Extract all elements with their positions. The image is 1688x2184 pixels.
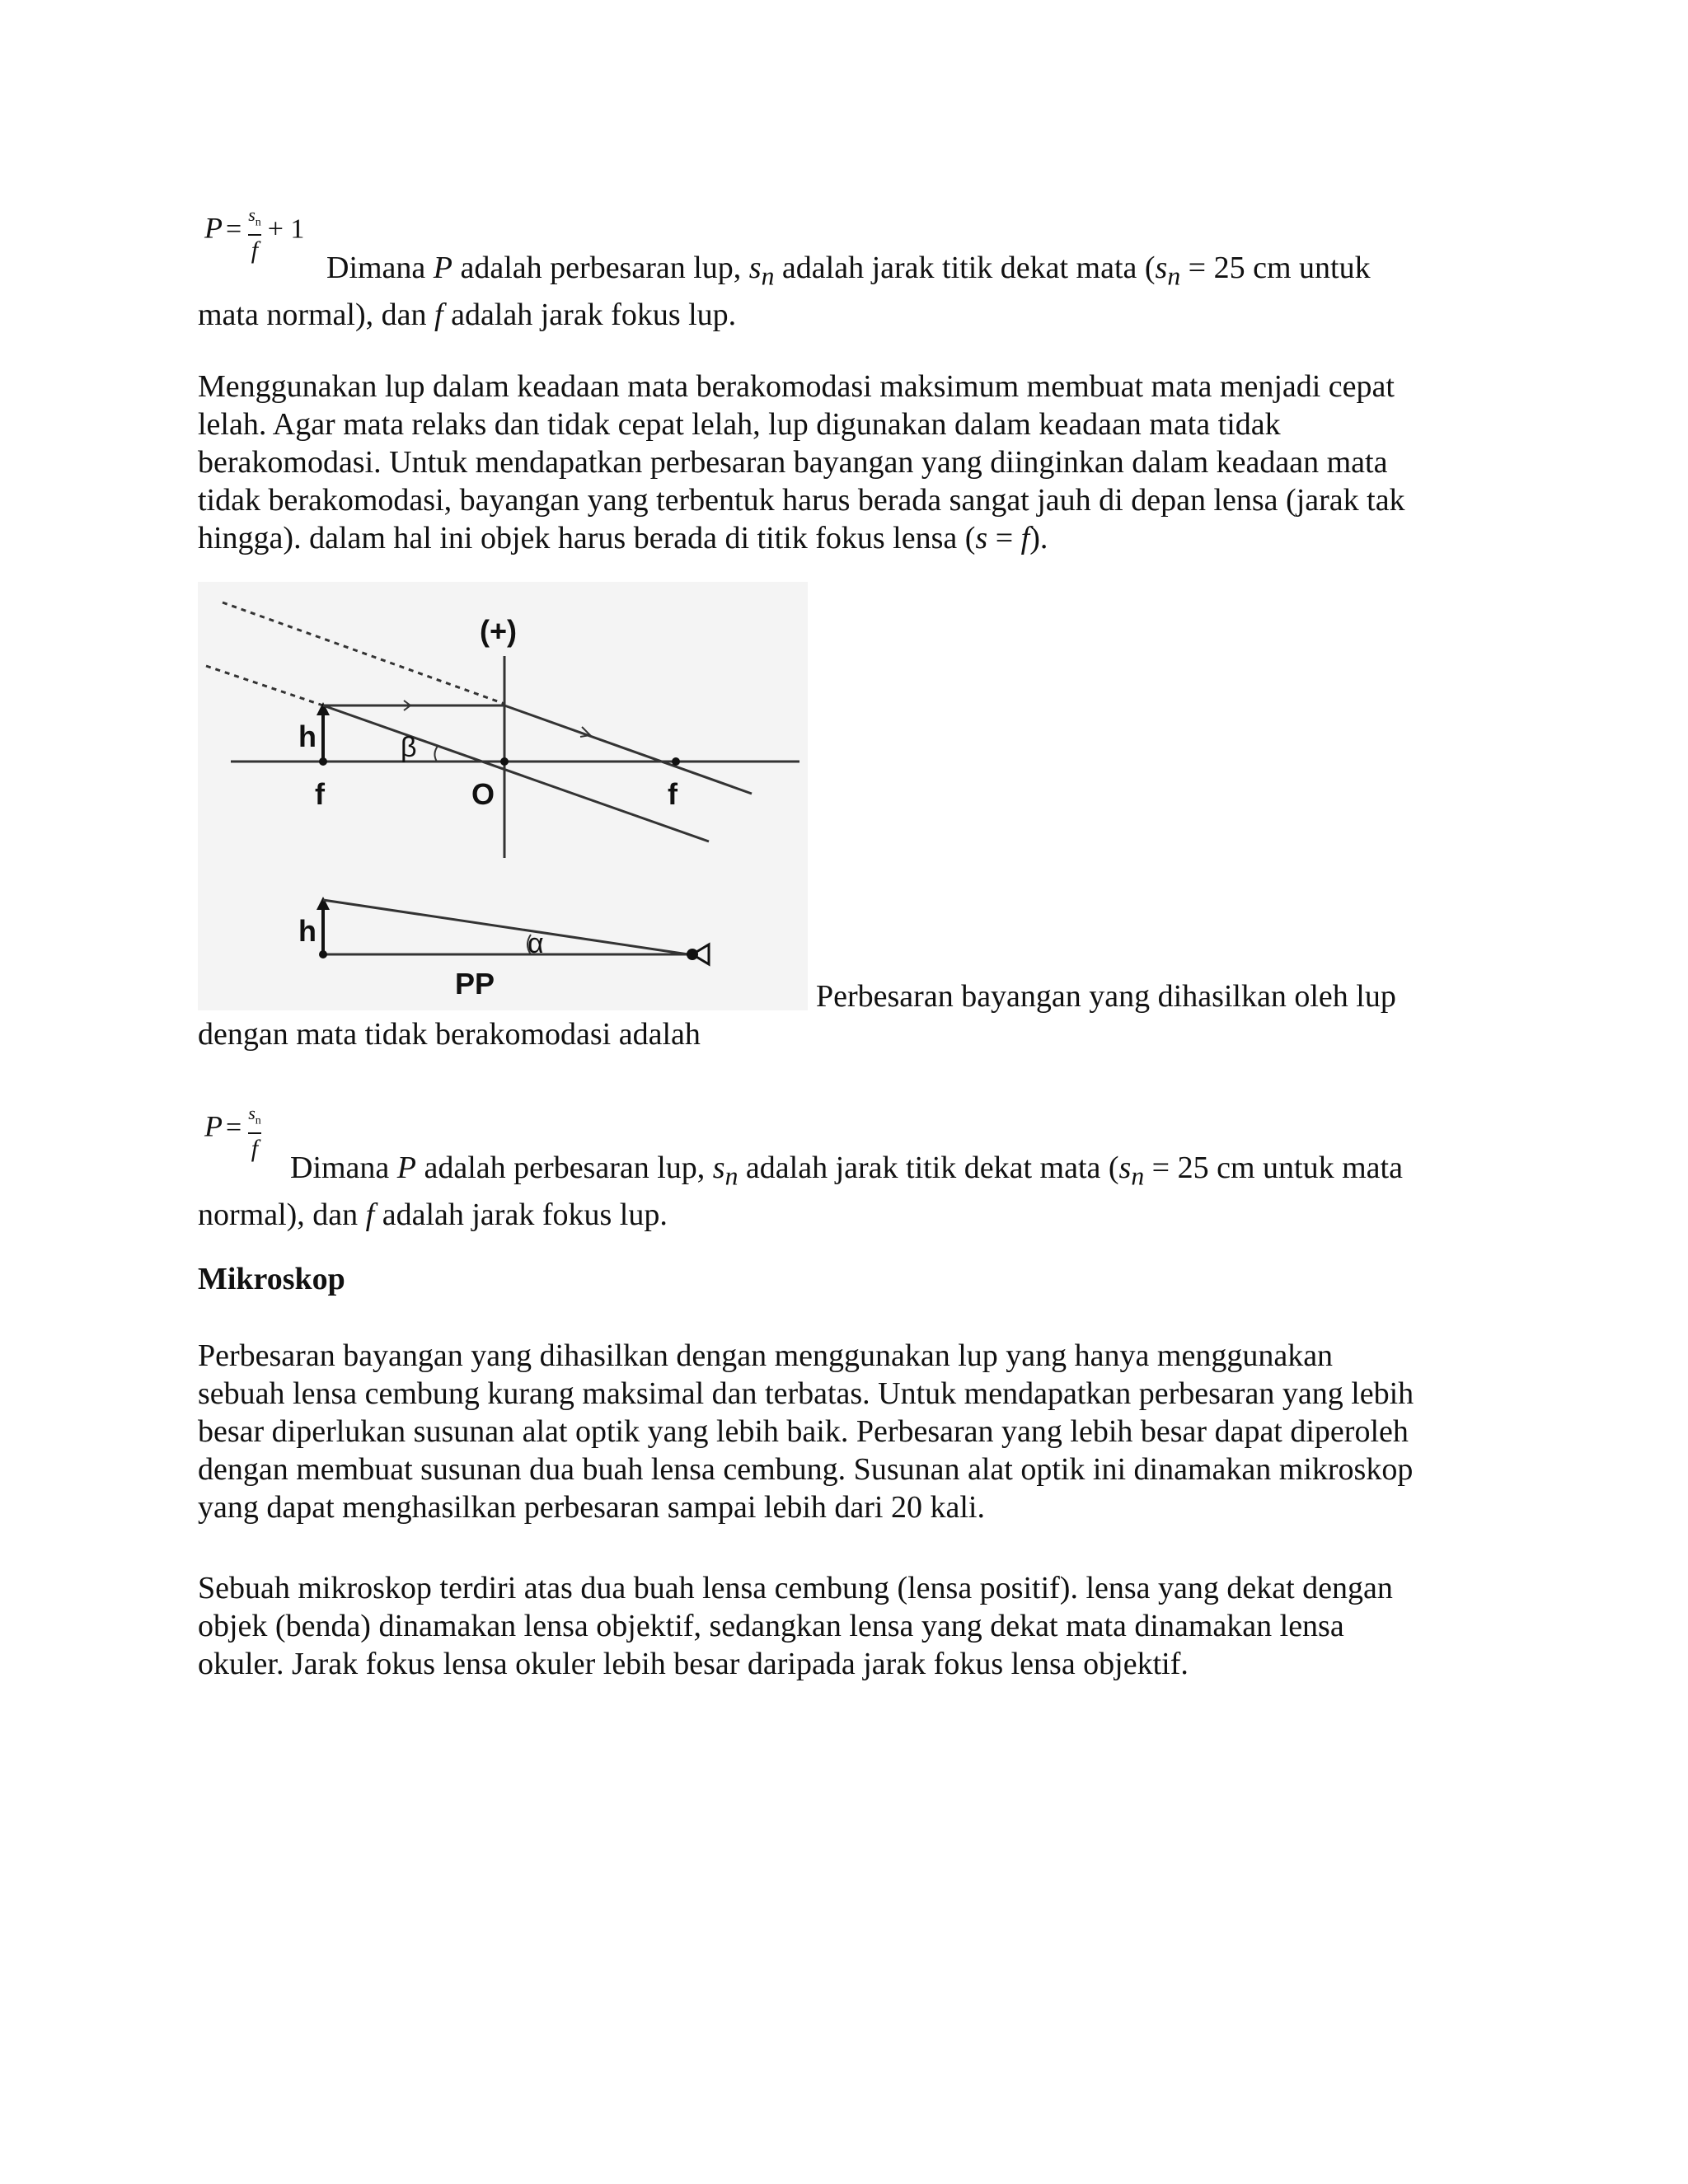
- paragraph-formula1-explanation: Dimana P adalah perbesaran lup, $s_n$ adalah jarak titik dekat mata ($s_n = 25$ cm untuk mata normal), dan f adalah jarak fokus lup.: [198, 251, 1371, 332]
- paragraph-formula2-explanation: Dimana P adalah perbesaran lup, $s_n$ adalah jarak titik dekat mata ($s_n = 25$ cm untuk mata normal), dan f adalah jarak fokus lup.: [198, 1151, 1403, 1232]
- focal-point-right: [672, 757, 680, 766]
- focal-point-left: [319, 757, 327, 766]
- fraction: $\frac{s_n}{f}$: [248, 1103, 261, 1163]
- lens-label: (+): [480, 614, 517, 648]
- paragraph-relaxed-eye: Menggunakan lup dalam keadaan mata berakomodasi maksimum membuat mata menjadi cepat lelah. Agar mata relaks dan tidak cepat lelah, lup digunakan dalam keadaan mata tidak berakomodasi. Untuk mendapatkan perbesaran bayangan yang diinginkan dalam keadaan mata tidak berakomodasi, bayangan yang terbentuk harus berada sangat jauh di depan lensa (jarak tak hingga). dalam hal ini objek harus berada di titik fokus lensa (s = f).: [198, 369, 1405, 555]
- formula-magnification-relaxed: P = $\frac{s_n}{f}$: [204, 1103, 261, 1163]
- focal-label-right: f: [668, 777, 678, 811]
- alpha-label: α: [528, 928, 544, 959]
- magnifier-ray-diagram: [198, 582, 808, 1010]
- beta-label: β: [401, 732, 417, 763]
- near-point-label: PP: [455, 967, 495, 1001]
- fraction: $\frac{s_n}{f}$: [248, 204, 261, 265]
- paragraph-microscope-lenses: Sebuah mikroskop terdiri atas dua buah lensa cembung (lensa positif). lensa yang dekat dengan objek (benda) dinamakan lensa objektif, sedangkan lensa yang dekat mata dinamakan lensa okuler. Jarak fokus lensa okuler lebih besar daripada jarak fokus lensa objektif.: [198, 1571, 1393, 1681]
- section-heading: Mikroskop: [198, 1262, 345, 1296]
- height-label-top: h: [298, 719, 316, 753]
- center-label: O: [471, 777, 495, 811]
- caption-left: dengan mata tidak berakomodasi adalah: [198, 1017, 701, 1052]
- formula-magnification-accommodated: P = $\frac{s_n}{f}$ + 1: [204, 204, 305, 265]
- paragraph-microscope-intro: Perbesaran bayangan yang dihasilkan dengan menggunakan lup yang hanya menggunakan sebuah lensa cembung kurang maksimal dan terbatas. Untuk mendapatkan perbesaran yang lebih besar diperlukan susunan alat optik yang lebih baik. Perbesaran yang lebih besar dapat diperoleh dengan membuat susunan dua buah lensa cembung. Susunan alat optik ini dinamakan mikroskop yang dapat menghasilkan perbesaran sampai lebih dari 20 kali.: [198, 1338, 1414, 1525]
- focal-label-left: f: [315, 777, 325, 811]
- height-label-bottom: h: [298, 914, 316, 948]
- caption-right: Perbesaran bayangan yang dihasilkan oleh lup: [816, 979, 1396, 1014]
- lens-center-point: [500, 757, 509, 766]
